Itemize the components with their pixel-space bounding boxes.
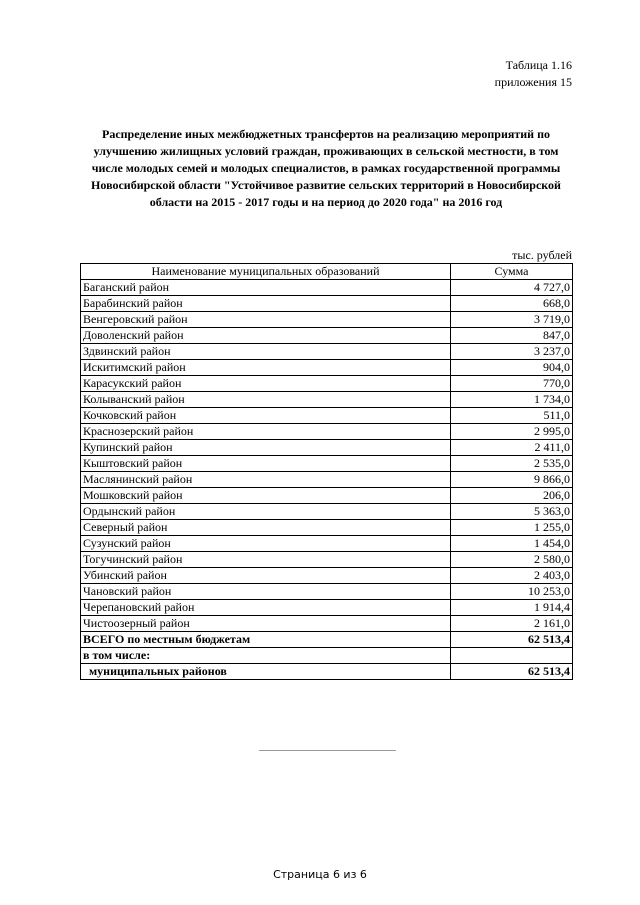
table-row — [81, 472, 573, 488]
municipal-label: муниципальных районов — [81, 664, 451, 680]
district-name: Карасукский район — [81, 376, 451, 392]
district-sum: 668,0 — [451, 296, 573, 312]
table-row — [81, 568, 573, 584]
district-sum: 511,0 — [451, 408, 573, 424]
table-row — [81, 424, 573, 440]
total-label: ВСЕГО по местным бюджетам — [81, 632, 451, 648]
district-name: Убинский район — [81, 568, 451, 584]
column-header-name: Наименование муниципальных образований — [81, 264, 451, 280]
district-name: Сузунский район — [81, 536, 451, 552]
table-number: Таблица 1.16 — [505, 58, 572, 72]
table-row — [81, 328, 573, 344]
district-name: Искитимский район — [81, 360, 451, 376]
district-name: Кочковский район — [81, 408, 451, 424]
table-row — [81, 392, 573, 408]
district-sum: 2 403,0 — [451, 568, 573, 584]
table-row — [81, 600, 573, 616]
district-sum: 2 411,0 — [451, 440, 573, 456]
district-sum: 5 363,0 — [451, 504, 573, 520]
district-sum: 1 914,4 — [451, 600, 573, 616]
district-name: Венгеровский район — [81, 312, 451, 328]
including-row — [81, 648, 573, 664]
document-title: Распределение иных межбюджетных трансфертов на реализацию мероприятий по улучшению жилищных условий граждан, проживающих в сельской местности, в том числе молодых семей и молодых специалистов, в рамках государственной программы Новосибирской области "Устойчивое развитие сельских территорий в Новосибирской области на 2015 - 2017 годы и на период до 2020 года" на 2016 год — [91, 127, 561, 209]
district-sum: 2 580,0 — [451, 552, 573, 568]
district-sum: 3 237,0 — [451, 344, 573, 360]
including-sum — [451, 648, 573, 664]
table-row — [81, 552, 573, 568]
table-reference — [495, 57, 572, 91]
district-name: Чистоозерный район — [81, 616, 451, 632]
district-sum: 9 866,0 — [451, 472, 573, 488]
district-sum: 2 161,0 — [451, 616, 573, 632]
district-name: Купинский район — [81, 440, 451, 456]
district-name: Краснозерский район — [81, 424, 451, 440]
table-row — [81, 616, 573, 632]
district-name: Ордынский район — [81, 504, 451, 520]
district-sum: 10 253,0 — [451, 584, 573, 600]
column-header-sum: Сумма — [451, 264, 573, 280]
district-name: Колыванский район — [81, 392, 451, 408]
district-name: Тогучинский район — [81, 552, 451, 568]
district-name: Мошковский район — [81, 488, 451, 504]
table-row — [81, 584, 573, 600]
district-sum: 2 995,0 — [451, 424, 573, 440]
district-name: Черепановский район — [81, 600, 451, 616]
district-name: Маслянинский район — [81, 472, 451, 488]
district-name: Доволенский район — [81, 328, 451, 344]
units-label: тыс. рублей — [512, 248, 572, 262]
district-name: Барабинский район — [81, 296, 451, 312]
municipal-row — [81, 664, 573, 680]
table-row — [81, 520, 573, 536]
table-row — [81, 440, 573, 456]
district-sum: 1 454,0 — [451, 536, 573, 552]
district-sum: 770,0 — [451, 376, 573, 392]
table-header-row — [81, 264, 573, 280]
including-label: в том числе: — [81, 648, 451, 664]
district-sum: 904,0 — [451, 360, 573, 376]
distribution-table — [80, 263, 573, 680]
table-row — [81, 536, 573, 552]
page-footer: Страница 6 из 6 — [273, 868, 367, 881]
table-row — [81, 296, 573, 312]
appendix-number: приложения 15 — [494, 75, 572, 89]
district-name: Баганский район — [81, 280, 451, 296]
table-row — [81, 360, 573, 376]
total-row — [81, 632, 573, 648]
table-body — [81, 280, 573, 632]
table-row — [81, 456, 573, 472]
district-sum: 3 719,0 — [451, 312, 573, 328]
district-sum: 2 535,0 — [451, 456, 573, 472]
table-row — [81, 504, 573, 520]
table-row — [81, 344, 573, 360]
district-name: Чановский район — [81, 584, 451, 600]
total-sum: 62 513,4 — [451, 632, 573, 648]
district-sum: 4 727,0 — [451, 280, 573, 296]
table-row — [81, 280, 573, 296]
table-row — [81, 488, 573, 504]
table-row — [81, 376, 573, 392]
municipal-sum: 62 513,4 — [451, 664, 573, 680]
district-name: Северный район — [81, 520, 451, 536]
table-row — [81, 312, 573, 328]
separator-line — [259, 750, 396, 751]
district-sum: 1 734,0 — [451, 392, 573, 408]
district-name: Кыштовский район — [81, 456, 451, 472]
district-sum: 206,0 — [451, 488, 573, 504]
district-sum: 847,0 — [451, 328, 573, 344]
table-row — [81, 408, 573, 424]
district-sum: 1 255,0 — [451, 520, 573, 536]
district-name: Здвинский район — [81, 344, 451, 360]
